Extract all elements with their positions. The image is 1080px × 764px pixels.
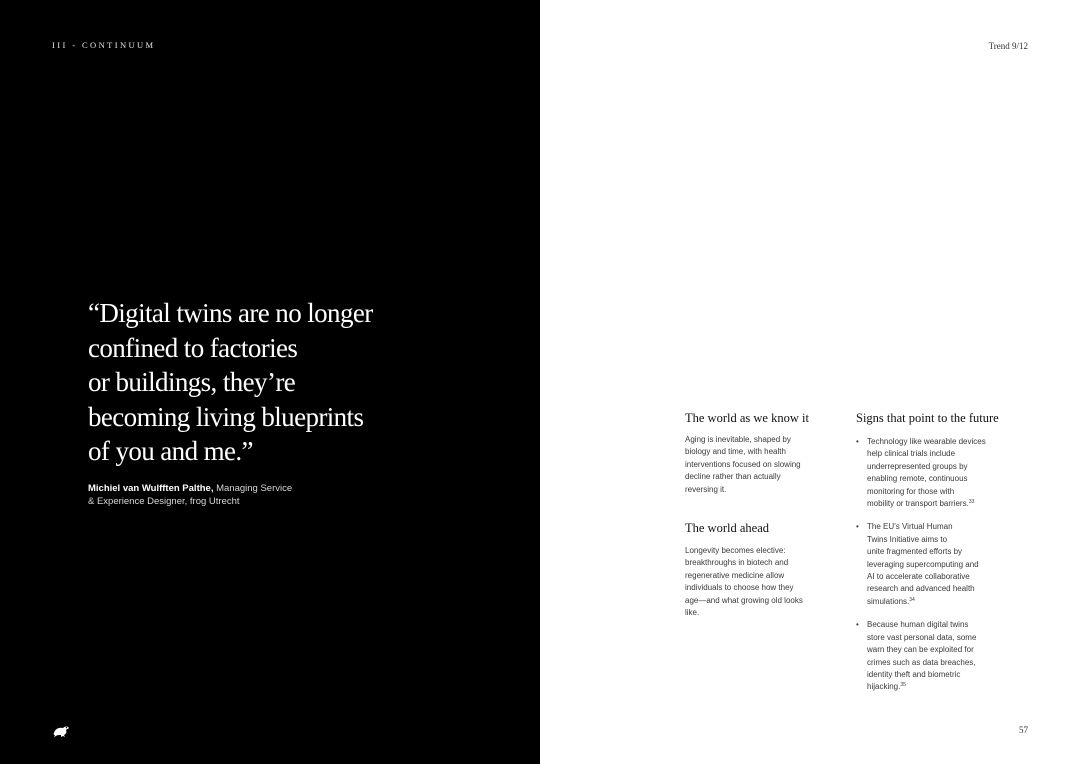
- pull-quote: [88, 296, 418, 469]
- quote-line: or buildings, they’re: [88, 367, 296, 397]
- footnote-ref[interactable]: 33: [968, 499, 975, 506]
- world-ahead-heading: The world ahead: [685, 521, 769, 535]
- text-line: reversing it.: [685, 484, 727, 494]
- world-now-text: [685, 434, 801, 496]
- text-fragment: mobility or transport barriers.: [867, 499, 969, 509]
- text-line: • The EU’s Virtual Human: [867, 522, 953, 532]
- quote-attribution: [88, 483, 308, 508]
- text-fragment: hijacking.: [867, 682, 901, 692]
- text-line: leveraging supercomputing and: [867, 559, 979, 569]
- text-line: [867, 596, 1006, 608]
- list-item: [856, 521, 1006, 608]
- text-line: Aging is inevitable, shaped by: [685, 435, 791, 444]
- text-line: [867, 498, 1006, 510]
- text-line: [867, 681, 1006, 693]
- attribution-name: Michiel van Wulfften Palthe,: [88, 483, 214, 494]
- text-line: help clinical trials include: [867, 449, 956, 459]
- text-line: • Because human digital twins: [867, 620, 969, 630]
- list-item: [856, 436, 1006, 510]
- footnote-ref[interactable]: 34: [909, 596, 915, 603]
- page-number: 57: [1019, 725, 1028, 735]
- text-line: • Technology like wearable devices: [867, 437, 986, 446]
- quote-line: becoming living blueprints: [88, 401, 364, 432]
- signs-list: [856, 436, 1006, 705]
- world-ahead-text: [685, 545, 803, 619]
- text-line: AI to accelerate collaborative: [867, 572, 970, 582]
- text-line: biology and time, with health: [685, 447, 786, 457]
- attribution-role: Managing Service: [213, 483, 293, 494]
- text-line: regenerative medicine allow: [685, 570, 785, 580]
- text-line: breakthroughs in biotech and: [685, 558, 789, 568]
- text-line: age—and what growing old looks: [685, 595, 803, 605]
- list-item: [856, 619, 1006, 693]
- text-line: crimes such as data breaches,: [867, 657, 976, 667]
- text-line: research and advanced health: [867, 584, 975, 594]
- text-line: like.: [685, 608, 700, 618]
- text-line: interventions focused on slowing: [685, 459, 801, 469]
- text-line: Twins Initiative aims to: [867, 534, 948, 544]
- text-line: store vast personal data, some: [867, 632, 977, 642]
- text-line: unite fragmented efforts by: [867, 547, 963, 557]
- right-page: [540, 0, 1080, 764]
- signs-heading: Signs that point to the future: [856, 411, 999, 425]
- text-fragment: simulations.: [867, 596, 910, 606]
- text-line: underrepresented groups by: [867, 461, 968, 471]
- section-label: III - CONTINUUM: [52, 40, 156, 50]
- frog-icon: [52, 724, 70, 738]
- text-line: identity theft and biometric: [867, 669, 961, 679]
- world-now-heading: The world as we know it: [685, 411, 809, 425]
- quote-line: “Digital twins are no longer: [88, 298, 373, 328]
- text-line: monitoring for those with: [867, 486, 955, 496]
- quote-line: confined to factories: [88, 332, 298, 363]
- trend-label: Trend 9/12: [988, 41, 1028, 51]
- text-line: Longevity becomes elective:: [685, 546, 786, 555]
- quote-line: of you and me.”: [88, 436, 253, 466]
- text-line: enabling remote, continuous: [867, 474, 968, 484]
- text-line: individuals to choose how they: [685, 583, 794, 593]
- footnote-ref[interactable]: 35: [900, 682, 906, 689]
- attribution-role: & Experience Designer, frog Utrecht: [88, 495, 240, 507]
- text-line: decline rather than actually: [685, 472, 781, 482]
- text-line: warn they can be exploited for: [867, 645, 974, 655]
